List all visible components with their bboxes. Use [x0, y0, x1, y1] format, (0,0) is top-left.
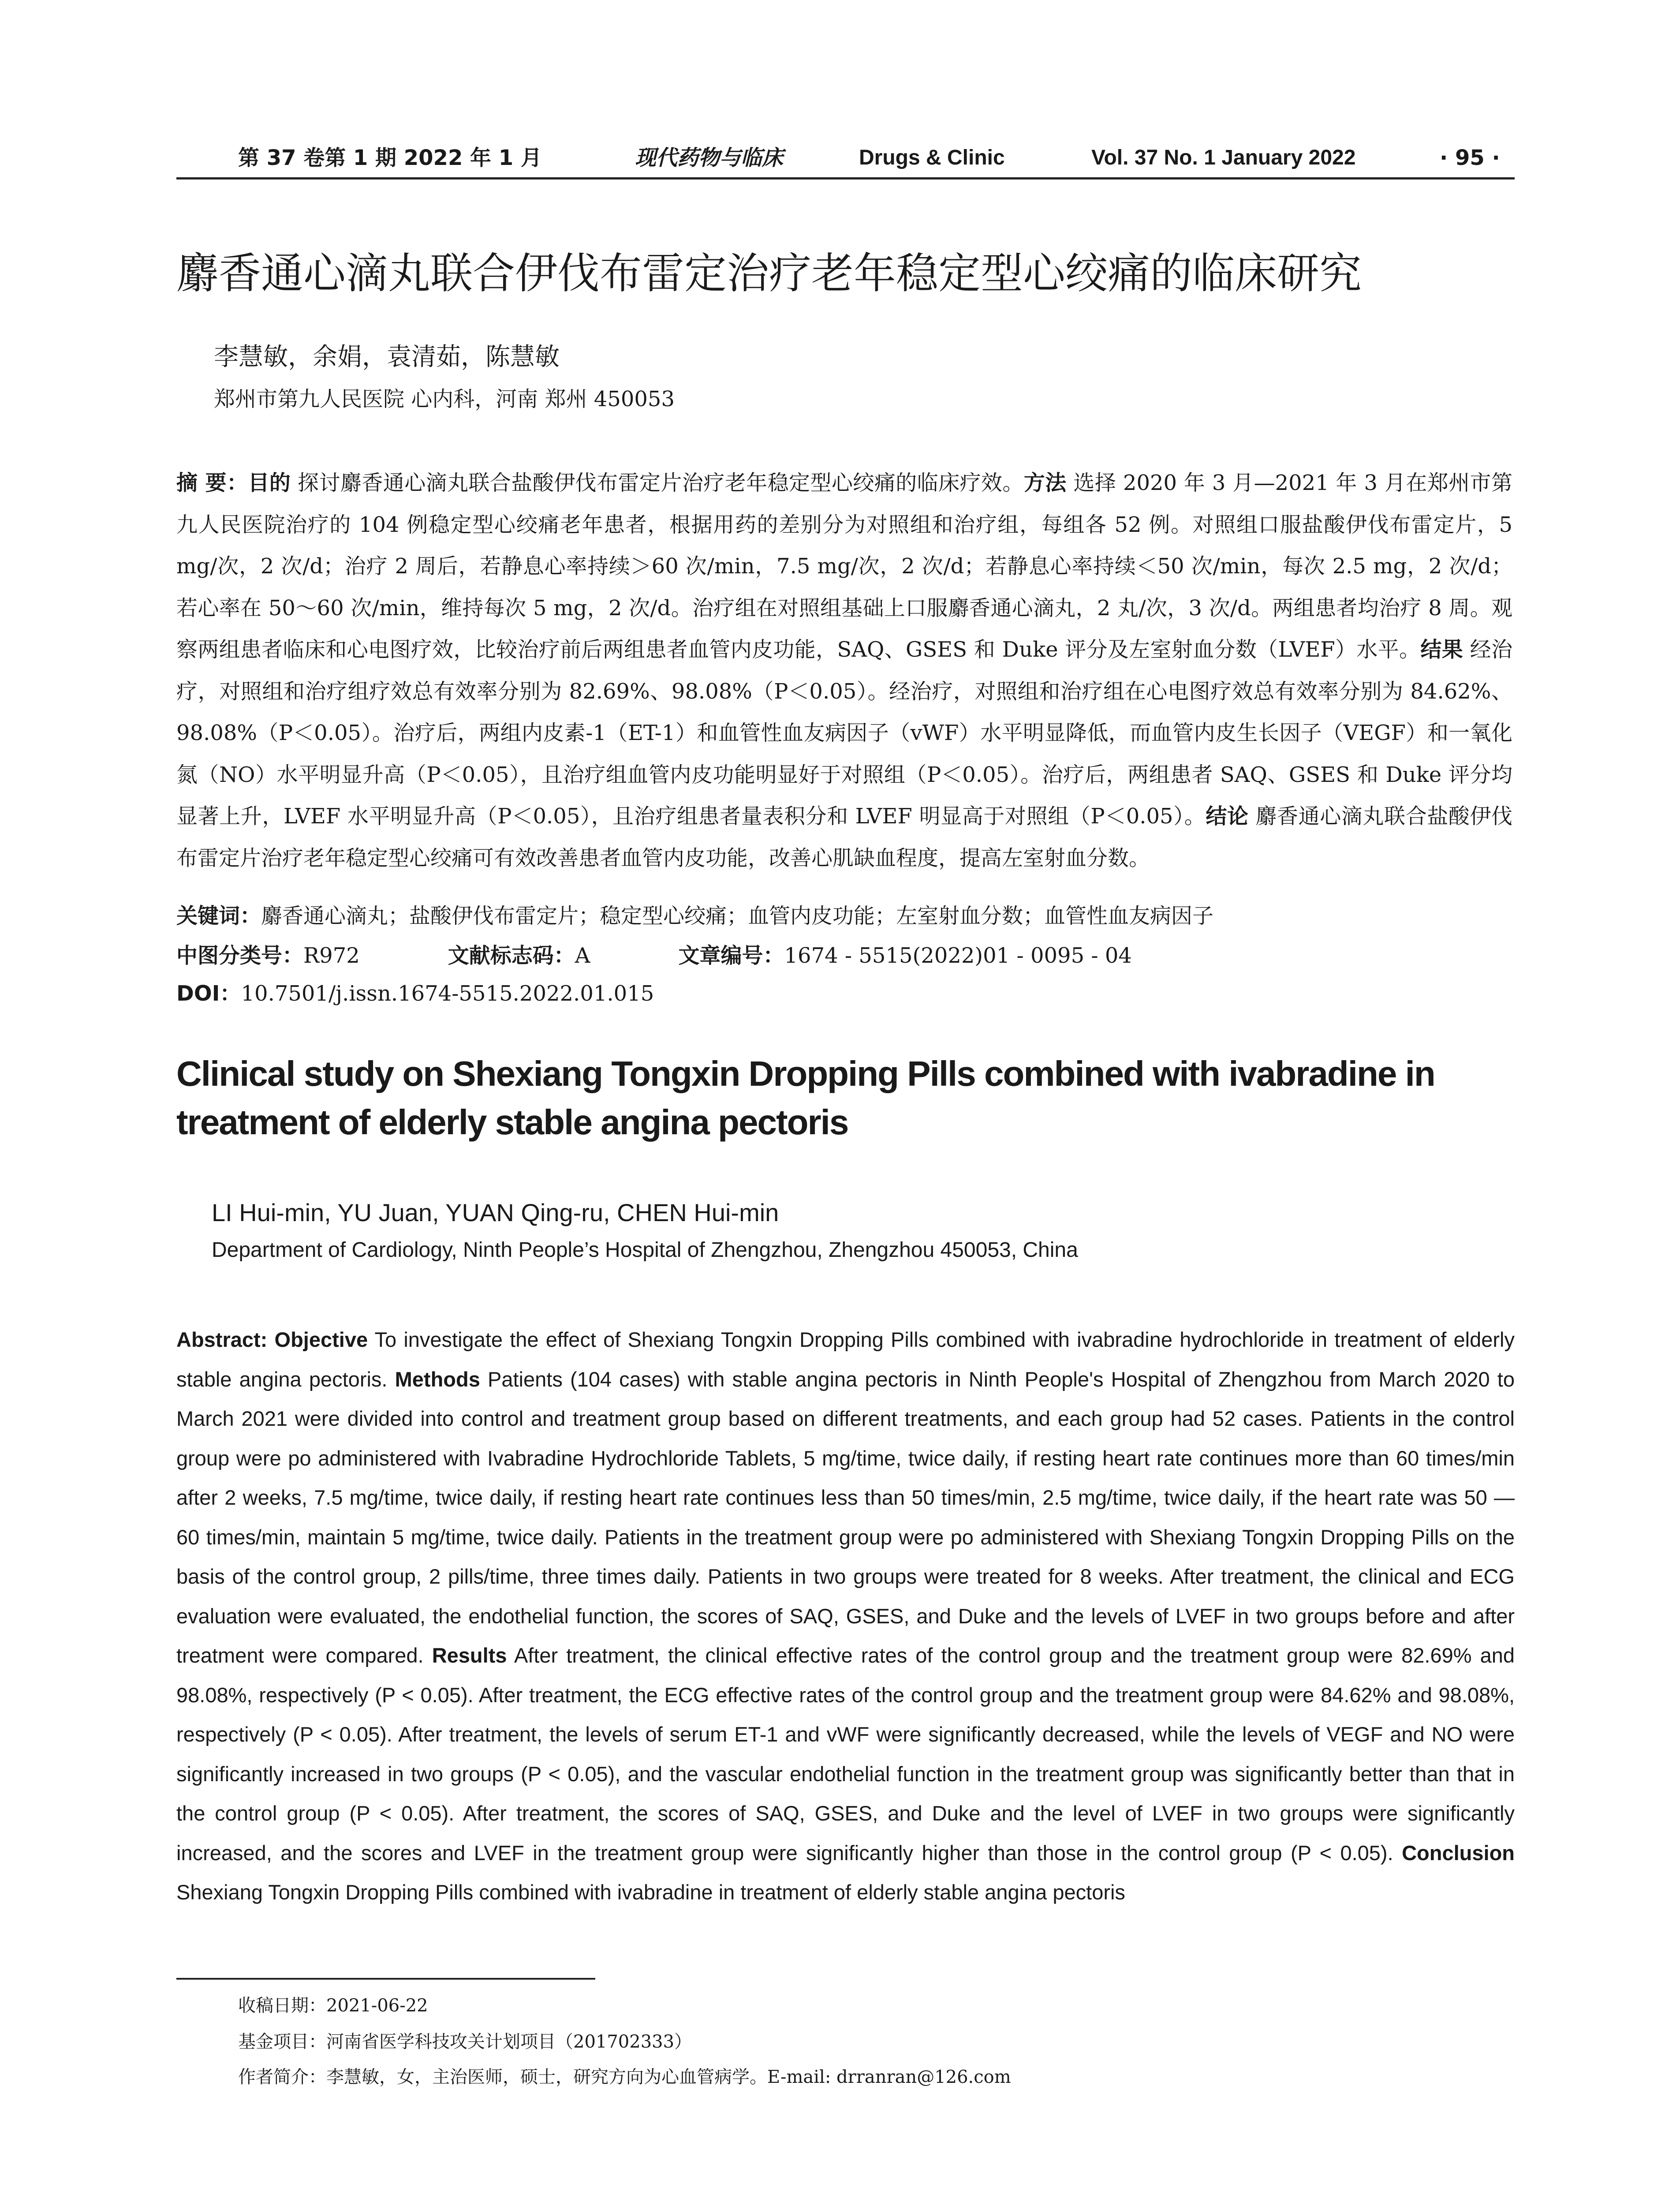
methods-cn-label: 方法: [1023, 471, 1067, 495]
authors-en: LI Hui-min, YU Juan, YUAN Qing-ru, CHEN Hui-min: [212, 1199, 779, 1226]
doc-code-label: 文献标志码：: [448, 943, 575, 968]
title-en: Clinical study on Shexiang Tongxin Dropping Pills combined with ivabradine in treatment of elderly stable angina pectoris: [176, 1054, 1435, 1142]
header-rule: [176, 177, 1515, 179]
results-en-text: After treatment, the clinical effective rates of the control group and the treatment group were 82.69% and 98.08%, respectively (P < 0.05). After treatment, the ECG effective rates of the control group and the treatment group were 84.62% and 98.08%, respectively (P < 0.05). After treatment, the levels of serum ET-1 and vWF were significantly decreased, while the levels of VEGF and NO were significantly increased in two groups (P < 0.05), and the vascular endothelial function in the treatment group was significantly better than that in the control group (P < 0.05). After treatment, the scores of SAQ, GSES, and Duke and the level of LVEF in two groups were significantly increased, and the scores and LVEF in the treatment group were significantly higher than those in the control group (P < 0.05).: [176, 1644, 1515, 1865]
abstract-cn: [176, 462, 1512, 879]
fund-text: 河南省医学科技攻关计划项目（201702333）: [326, 2032, 692, 2052]
doi-value[interactable]: 10.7501/j.issn.1674-5515.2022.01.015: [241, 981, 654, 1006]
keywords-cn-text: 麝香通心滴丸；盐酸伊伐布雷定片；稳定型心绞痛；血管内皮功能；左室射血分数；血管性血友病因子: [261, 904, 1214, 928]
author-bio-text: 李慧敏，女，主治医师，硕士，研究方向为心血管病学。E-mail: drranran@126.com: [326, 2067, 1011, 2087]
footnote-rule: [176, 1978, 595, 1980]
doc-code-value: A: [575, 943, 590, 968]
abstract-en-label: Abstract: Objective: [176, 1328, 368, 1351]
fund-label: 基金项目：: [238, 2032, 326, 2052]
conclusion-en-text: Shexiang Tongxin Dropping Pills combined with ivabradine in treatment of elderly stable angina pectoris: [176, 1880, 1125, 1904]
clc-value: R972: [303, 943, 360, 968]
received-date: 2021-06-22: [326, 1996, 428, 2016]
conclusion-cn-text: 麝香通心滴丸联合盐酸伊伐布雷定片治疗老年稳定型心绞痛可有效改善患者血管内皮功能，改善心肌缺血程度，提高左室射血分数。: [176, 804, 1512, 871]
header-page-number: · 95 ·: [1440, 146, 1500, 170]
clc-label: 中图分类号：: [176, 943, 304, 968]
conclusion-cn-label: 结论: [1206, 804, 1249, 829]
methods-cn-text: 选择 2020 年 3 月—2021 年 3 月在郑州市第九人民医院治疗的 104 例稳定型心绞痛老年患者，根据用药的差别分为对照组和治疗组，每组各 52 例。对照组口服盐酸伊伐布雷定片，5 mg/次，2 次/d；治疗 2 周后，若静息心率持续＞60 次/min，7.5 mg/次，2 次/d；若静息心率持续＜50 次/min，每次 2.5 mg，2 次/d；若心率在 50～60 次/min，维持每次 5 mg，2 次/d。治疗组在对照组基础上口服麝香通心滴丸，2 丸/次，3 次/d。两组患者均治疗 8 周。观察两组患者临床和心电图疗效，比较治疗前后两组患者血管内皮功能，SAQ、GSES 和 Duke 评分及左室射血分数（LVEF）水平。: [176, 471, 1512, 662]
authors-cn: 李慧敏，余娟，袁清茹，陈慧敏: [214, 343, 560, 371]
title-cn: 麝香通心滴丸联合伊伐布雷定治疗老年稳定型心绞痛的临床研究: [176, 249, 1362, 298]
affiliation-en: Department of Cardiology, Ninth People’s Hospital of Zhengzhou, Zhengzhou 450053, China: [212, 1238, 1078, 1262]
results-cn-label: 结果: [1420, 637, 1463, 662]
doi-line: [176, 974, 654, 1013]
abstract-en: [176, 1320, 1515, 1912]
doi-label: DOI：: [176, 981, 241, 1006]
keywords-cn-label: 关键词：: [176, 904, 261, 928]
results-en-label: Results: [432, 1644, 507, 1667]
article-number-value: 1674 - 5515(2022)01 - 0095 - 04: [784, 943, 1132, 968]
keywords-cn: [176, 896, 1213, 936]
abstract-cn-label: 摘 要：: [176, 471, 248, 495]
methods-en-label: Methods: [395, 1367, 480, 1391]
methods-en-text: Patients (104 cases) with stable angina pectoris in Ninth People's Hospital of Zhengzhou from March 2020 to March 2021 were divided into control and treatment group based on different treatments, and each group had 52 cases. Patients in the control group were po administered with Ivabradine Hydrochloride Tablets, 5 mg/time, twice daily, if resting heart rate continues more than 60 times/min after 2 weeks, 7.5 mg/time, twice daily, if resting heart rate continues less than 50 times/min, 2.5 mg/time, twice daily, if the heart rate was 50 — 60 times/min, maintain 5 mg/time, twice daily. Patients in the treatment group were po administered with Shexiang Tongxin Dropping Pills on the basis of the control group, 2 pills/time, three times daily. Patients in two groups were treated for 8 weeks. After treatment, the clinical and ECG evaluation were evaluated, the endothelial function, the scores of SAQ, GSES, and Duke and the levels of LVEF in two groups before and after treatment were compared.: [176, 1367, 1515, 1667]
header-journal-cn: 现代药物与临床: [635, 146, 784, 170]
affiliation-cn: 郑州市第九人民医院 心内科，河南 郑州 450053: [214, 387, 675, 411]
objective-en-text: To investigate the effect of Shexiang Tongxin Dropping Pills combined with ivabradine hydrochloride in treatment of elderly stable angina pectoris.: [176, 1328, 1515, 1391]
objective-cn-label: 目的: [248, 471, 291, 495]
article-number-label: 文章编号：: [678, 943, 784, 968]
conclusion-en-label: Conclusion: [1402, 1841, 1515, 1865]
classification-line: [176, 936, 1132, 975]
footnote-fund: [238, 2029, 692, 2055]
header-volume-cn: 第 37 卷第 1 期 2022 年 1 月: [238, 146, 542, 170]
header-volume-en: Vol. 37 No. 1 January 2022: [1091, 146, 1356, 169]
author-bio-label: 作者简介：: [238, 2067, 326, 2087]
footnote-author: [238, 2064, 1011, 2090]
received-label: 收稿日期：: [238, 1996, 326, 2016]
footnote-received: [238, 1992, 428, 2019]
objective-cn-text: 探讨麝香通心滴丸联合盐酸伊伐布雷定片治疗老年稳定型心绞痛的临床疗效。: [291, 471, 1024, 495]
header-journal-en: Drugs & Clinic: [859, 146, 1005, 169]
results-cn-text: 经治疗，对照组和治疗组疗效总有效率分别为 82.69%、98.08%（P＜0.05）。经治疗，对照组和治疗组在心电图疗效总有效率分别为 84.62%、98.08%（P＜0.05）。治疗后，两组内皮素-1（ET-1）和血管性血友病因子（vWF）水平明显降低，而血管内皮生长因子（VEGF）和一氧化氮（NO）水平明显升高（P＜0.05），且治疗组血管内皮功能明显好于对照组（P＜0.05）。治疗后，两组患者 SAQ、GSES 和 Duke 评分均显著上升，LVEF 水平明显升高（P＜0.05），且治疗组患者量表积分和 LVEF 明显高于对照组（P＜0.05）。: [176, 637, 1512, 829]
